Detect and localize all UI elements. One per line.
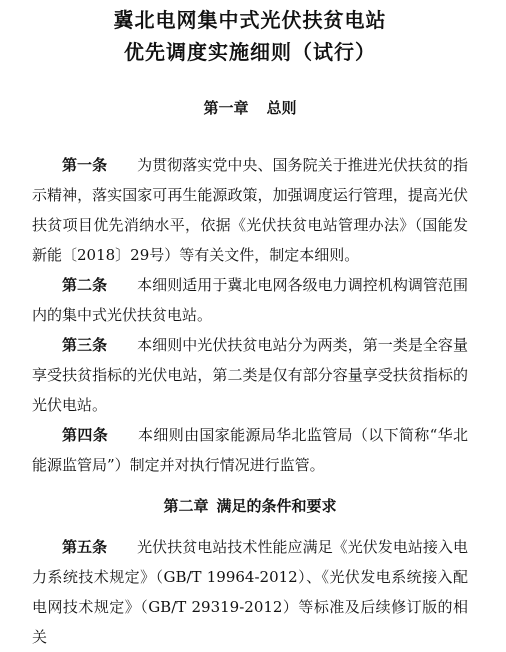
chapter-1-number: 第一章 bbox=[203, 99, 249, 117]
chapter-2-number: 第二章 bbox=[163, 497, 209, 515]
document-title-line-2: 优先调度实施细则（试行） bbox=[124, 40, 376, 64]
article-1-label: 第一条 bbox=[62, 156, 108, 174]
article-4-text: 本细则由国家能源局华北监管局（以下简称“华北能源监管局”）制定并对执行情况进行监管。 bbox=[32, 426, 468, 474]
chapter-1-name: 总则 bbox=[266, 99, 297, 117]
article-5 bbox=[32, 532, 468, 652]
article-1 bbox=[32, 150, 468, 270]
article-2 bbox=[32, 270, 468, 330]
article-3-text: 本细则中光伏扶贫电站分为两类，第一类是全容量享受扶贫指标的光伏电站，第二类是仅有部分容量享受扶贫指标的光伏电站。 bbox=[32, 336, 468, 414]
chapter-2-heading bbox=[32, 494, 468, 518]
chapter-2-name: 满足的条件和要求 bbox=[216, 497, 337, 515]
article-3 bbox=[32, 330, 468, 420]
article-5-label: 第五条 bbox=[62, 538, 108, 556]
article-4 bbox=[32, 420, 468, 480]
article-2-label: 第二条 bbox=[62, 276, 108, 294]
article-4-label: 第四条 bbox=[62, 426, 109, 444]
article-1-text: 为贯彻落实党中央、国务院关于推进光伏扶贫的指示精神，落实国家可再生能源政策，加强调度运行管理，提高光伏扶贫项目优先消纳水平，依据《光伏扶贫电站管理办法》（国能发新能〔2018〕29号）等有关文件，制定本细则。 bbox=[32, 156, 468, 264]
article-3-label: 第三条 bbox=[62, 336, 108, 354]
document-title-line-1: 冀北电网集中式光伏扶贫电站 bbox=[113, 8, 387, 32]
article-2-text: 本细则适用于冀北电网各级电力调控机构调管范围内的集中式光伏扶贫电站。 bbox=[32, 276, 468, 324]
chapter-1-heading bbox=[32, 96, 468, 120]
article-5-text: 光伏扶贫电站技术性能应满足《光伏发电站接入电力系统技术规定》（GB/T 19964-2012）、《光伏发电系统接入配电网技术规定》（GB/T 29319-2012）等标准及后续修订版的相关 bbox=[32, 538, 468, 646]
